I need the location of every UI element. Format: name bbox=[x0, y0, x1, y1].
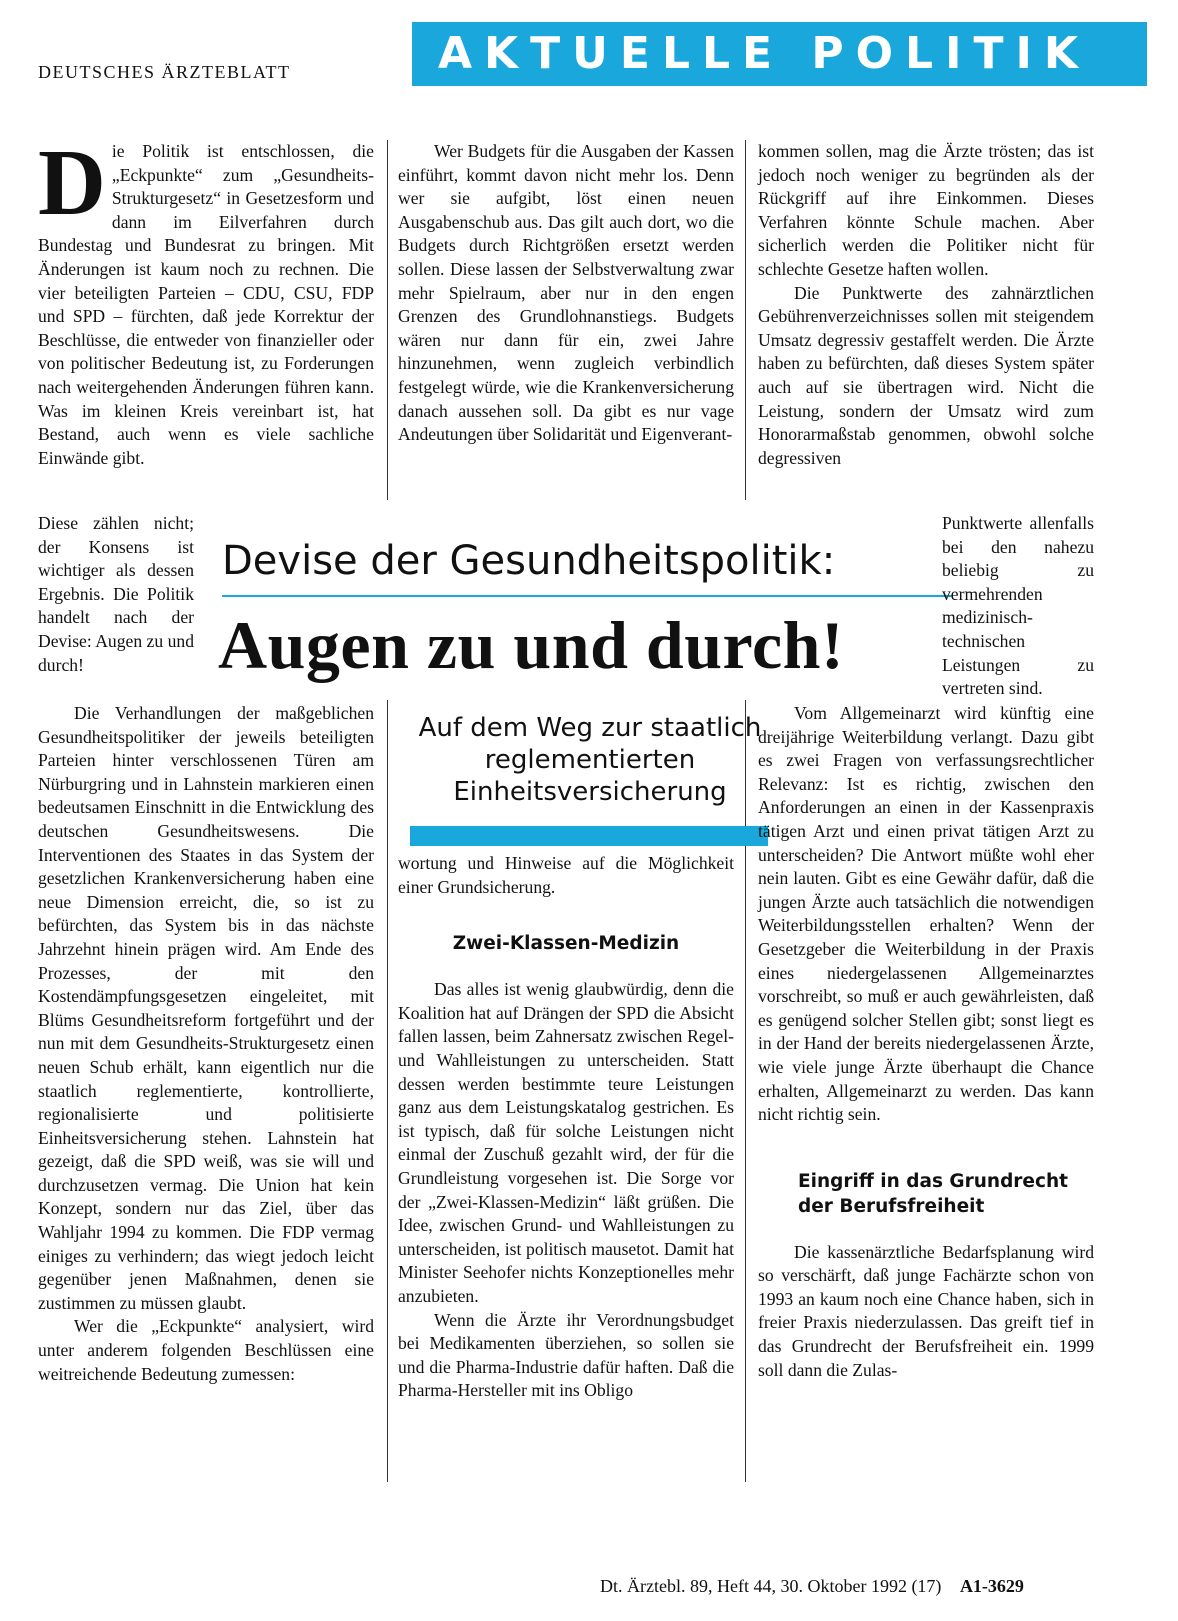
masthead: DEUTSCHES ÄRZTEBLATT bbox=[38, 62, 291, 82]
column-rule-1-lower bbox=[387, 700, 388, 1482]
col1-paragraph-1: ie Politik ist entschlossen, die „Eckpunkte“ zum „Gesundheits-Strukturgesetz“ in Gesetzesform und dann im Eilverfahren durch Bundestag und Bundesrat zu bringen. Mit Änderungen ist kaum noch zu rechnen. Die vier beteiligten Parteien – CDU, CSU, FDP und SPD – fürchten, daß jede Korrektur der Beschlüsse, die entweder von finanzieller oder von politischer Bedeutung ist, zu Forderungen nach weitergehenden Änderungen führen kann. Was im kleinen Kreis vereinbart ist, hat Bestand, auch wenn es viele sachliche Einwände gibt. bbox=[38, 141, 374, 468]
col1-paragraph-1b: Diese zählen nicht; der Konsens ist wichtiger als dessen Ergebnis. Die Politik handelt nach der Devise: Augen zu und durch! bbox=[38, 513, 194, 675]
section-heading-zwei-klassen: Zwei-Klassen-Medizin bbox=[452, 933, 680, 955]
footer-citation: Dt. Ärztebl. 89, Heft 44, 30. Oktober 1992 (17) bbox=[600, 1576, 942, 1596]
col1-paragraph-3: Wer die „Eckpunkte“ analysiert, wird unter anderem folgenden Beschlüssen eine weitreichende Bedeutung zumessen: bbox=[38, 1316, 374, 1384]
column-rule-1 bbox=[387, 140, 388, 500]
headline-kicker: Devise der Gesundheitspolitik: bbox=[222, 538, 836, 584]
column-1 bbox=[38, 131, 374, 470]
column-rule-2-lower bbox=[745, 700, 746, 1482]
kicker-underline bbox=[222, 595, 952, 597]
col3-paragraph-3: Vom Allgemeinarzt wird künftig eine dreijährige Weiterbildung verlangt. Dazu gibt es zwei Fragen von verfassungsrechtlicher Relevanz: Ist es richtig, zwischen den Anforderungen an einen in der Kassenpraxis tätigen Arzt und einen privat tätigen Arzt zu unterscheiden? Die Antwort müßte wohl eher nein lauten. Gibt es eine Gewähr dafür, daß die jungen Ärzte auch tatsächlich die notwendigen Weiterbildungsstellen erhalten? Wenn der Gesetzgeber die Weiterbildung in der Praxis eines niedergelassenen Allgemeinarztes vorschreibt, so muß er auch gewährleisten, daß es genügend solcher Stellen gibt; sonst liegt es in der Hand der bereits niedergelassenen Ärzte, wie viele junge Ärzte überhaupt die Chance erhalten, Allgemeinarzt zu werden. Das kann nicht richtig sein. bbox=[758, 703, 1094, 1125]
column-3-narrow bbox=[942, 512, 1094, 701]
headline: Augen zu und durch! bbox=[218, 607, 845, 683]
footer bbox=[600, 1576, 1024, 1597]
col2-paragraph-2: Das alles ist wenig glaubwürdig, denn die Koalition hat auf Drängen der SPD die Absicht fallen lassen, beim Zahnersatz zwischen Regel- und Wahlleistungen zu unterscheiden. Statt dessen werden bestimmte teure Leistungen ganz aus dem Leistungskatalog gestrichen. Es ist typisch, daß für solche Leistungen nicht einmal der Zuschuß gezahlt wird, der für die Grundleistung vorgesehen ist. Die Sorge vor der „Zwei-Klassen-Medizin“ läßt grüßen. Die Idee, zwischen Grund- und Wahlleistungen zu unterscheiden, ist politisch mausetot. Damit hat Minister Seehofer nichts Konzeptionelles mehr anzubieten. bbox=[398, 979, 734, 1306]
col2-paragraph-3: Wenn die Ärzte ihr Verordnungsbudget bei Medikamenten überziehen, so sollen sie und die Pharma-Industrie dafür haften. Daß die Pharma-Hersteller mit ins Obligo bbox=[398, 1309, 734, 1401]
subheadline-accent-bar bbox=[410, 826, 768, 846]
col3-paragraph-4: Die kassenärztliche Bedarfsplanung wird so verschärft, daß junge Fachärzte schon von 1993 an kaum noch eine Chance haben, sich in freier Praxis niederzulassen. Das greift tief in das Grundrecht der Berufsfreiheit ein. 1999 soll dann die Zulas- bbox=[758, 1241, 1094, 1380]
page-number: A1-3629 bbox=[959, 1576, 1024, 1596]
col3-paragraph-1: kommen sollen, mag die Ärzte trösten; das ist jedoch noch weniger zu begründen als der Rückgriff auf ihre Einkommen. Dieses Verfahren könnte Schule machen. Aber sicherlich werden die Politiker nicht für schlechte Gesetze haften wollen. bbox=[758, 141, 1094, 279]
drop-cap: D bbox=[38, 131, 106, 235]
column-rule-2 bbox=[745, 140, 746, 500]
column-3-lower bbox=[758, 702, 1094, 1382]
column-2-lower bbox=[398, 852, 734, 1403]
column-2 bbox=[398, 140, 734, 447]
column-3 bbox=[758, 140, 1094, 470]
section-banner: AKTUELLE POLITIK bbox=[412, 22, 1147, 86]
col3-paragraph-2: Die Punktwerte des zahnärztlichen Gebührenverzeichnisses sollen mit steigendem Umsatz degressiv gestaffelt werden. Die Ärzte haben zu befürchten, daß dieses System später auch auf sie übertragen wird. Nicht die Leistung, sondern der Umsatz wird zum Honorarmaßstab genommen, obwohl solche degressiven bbox=[758, 282, 1094, 468]
col1-paragraph-2: Die Verhandlungen der maßgeblichen Gesundheitspolitiker der jeweils beteiligten Parteien hinter verschlossenen Türen am Nürburgring und in Lahnstein markieren einen bedeutsamen Einschnitt in die Entwicklung des deutschen Gesundheitswesens. Die Interventionen des Staates in das System der gesetzlichen Krankenversicherung haben eine neue Dimension erreicht, die, so ist zu befürchten, das System bis in das nächste Jahrzehnt hinein prägen wird. Am Ende des Prozesses, der mit den Kostendämpfungsgesetzen eingeleitet, mit Blüms Gesundheitsreform fortgeführt und der nun mit dem Gesundheits-Strukturgesetz einen neuen Schub erhält, kann eigentlich nur die staatlich reglementierte, kontrollierte, regionalisierte und politisierte Einheitsversicherung stehen. Lahnstein hat gezeigt, daß die SPD weiß, was sie will und durchzusetzen vermag. Die Union hat kein Konzept, sondern nur das Ziel, über das Wahljahr 1994 zu kommen. Die FDP vermag einiges zu verhindern; das wiegt jedoch leicht gegenüber jenen Maßnahmen, denen sie zustimmen zu müssen glaubt. bbox=[38, 703, 374, 1313]
col3-paragraph-2b: Punktwerte allenfalls bei den nahezu beliebig zu vermehrenden medizinisch-technischen Leistungen zu vertreten sind. bbox=[942, 513, 1094, 699]
section-heading-grundrecht: Eingriff in das Grundrecht der Berufsfreiheit bbox=[798, 1170, 1068, 1217]
subheadline: Auf dem Weg zur staatlich reglementierten Einheitsversicherung bbox=[418, 713, 762, 807]
col2-paragraph-1-cont: wortung und Hinweise auf die Möglichkeit einer Grundsicherung. bbox=[398, 853, 734, 897]
column-1-narrow bbox=[38, 512, 194, 677]
col2-paragraph-1: Wer Budgets für die Ausgaben der Kassen einführt, kommt davon nicht mehr los. Denn wer sie aufgibt, löst einen neuen Ausgabenschub aus. Das gilt auch dort, wo die Budgets durch Richtgrößen ersetzt werden sollen. Diese lassen der Selbstverwaltung zwar mehr Spielraum, aber nur in den engen Grenzen des Grundlohnanstiegs. Budgets wären nur dann für ein, zwei Jahre hinzunehmen, wenn zugleich verbindlich festgelegt würde, wie die Krankenversicherung danach aussehen soll. Da gibt es nur vage Andeutungen über Solidarität und Eigenverant- bbox=[398, 141, 734, 445]
column-1-lower bbox=[38, 702, 374, 1386]
